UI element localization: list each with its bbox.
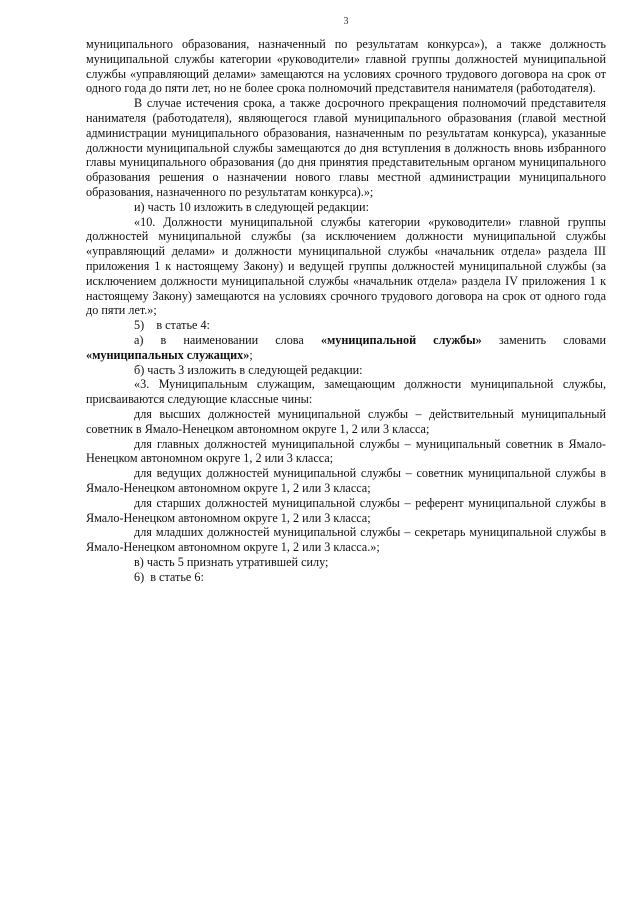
paragraph-6 <box>86 333 606 363</box>
paragraph-6-text-after: ; <box>249 347 253 362</box>
paragraph-7: б) часть 3 изложить в следующей редакции: <box>134 362 363 377</box>
paragraph-6-text-middle: заменить словами <box>481 332 606 347</box>
paragraph-14: в) часть 5 признать утратившей силу; <box>134 554 329 569</box>
paragraph-6-bold-term-new: «муниципальных служащих» <box>86 347 250 362</box>
paragraph-2: В случае истечения срока, а также досрочного прекращения полномочий представителя нанимателя (работодателя), являющегося главой муниципального образования (главой местной администрации муниципального образования, назначенным по результатам конкурса), указанные должности муниципальной службы замещаются до дня вступления в должность вновь избранного главы муниципального образования (до дня принятия представительным органом муниципального образования решения о назначении нового главы местной администрации муниципального образования, назначенного по результатам конкурса).»; <box>86 96 606 199</box>
paragraph-11: для ведущих должностей муниципальной службы – советник муниципальной службы в Ямало-Ненецком автономном округе 1, 2 или 3 класса; <box>86 466 606 495</box>
paragraph-9: для высших должностей муниципальной службы – действительный муниципальный советник в Ямало-Ненецком автономном округе 1, 2 или 3 класса; <box>86 406 606 436</box>
paragraph-1: муниципального образования, назначенный по результатам конкурса»), а также должность муниципальной службы категории «руководители» главной группы должностей муниципальной службы «управляющий делами» замещаются на условиях срочного трудового договора на срок от одного года до пяти лет, но не более срока полномочий представителя нанимателя (работодателя). <box>86 37 606 96</box>
paragraph-10: для главных должностей муниципальной службы – муниципальный советник в Ямало-Ненецком автономном округе 1, 2 или 3 класса; <box>86 436 606 466</box>
paragraph-6-bold-term-old: «муниципальной службы» <box>320 332 482 347</box>
paragraph-13: для младших должностей муниципальной службы – секретарь муниципальной службы в Ямало-Ненецком автономном округе 1, 2 или 3 класса.»; <box>86 525 606 555</box>
paragraph-15: 6) в статье 6: <box>134 569 204 584</box>
paragraph-12: для старших должностей муниципальной службы – референт муниципальной службы в Ямало-Ненецком автономном округе 1, 2 или 3 класса; <box>86 495 606 525</box>
paragraph-5: 5) в статье 4: <box>134 318 210 333</box>
paragraph-6-text-before: а) в наименовании слова <box>134 332 321 347</box>
paragraph-3: и) часть 10 изложить в следующей редакции: <box>134 199 369 214</box>
document-page <box>86 16 606 584</box>
paragraph-8: «3. Муниципальным служащим, замещающим должности муниципальной службы, присваиваются следующие классные чины: <box>86 377 606 407</box>
paragraph-4: «10. Должности муниципальной службы категории «руководители» главной группы должностей муниципальной службы (за исключением должности муниципальной службы «управляющий делами» и должности муниципальной службы «начальник отдела» раздела III приложения 1 к настоящему Закону) и ведущей группы должностей муниципальной службы (за исключением должности муниципальной службы «начальник отдела» раздела IV приложения 1 к настоящему Закону) замещаются на условиях срочного трудового договора на срок от одного года до пяти лет.»; <box>86 214 606 318</box>
page-number: 3 <box>343 16 349 27</box>
